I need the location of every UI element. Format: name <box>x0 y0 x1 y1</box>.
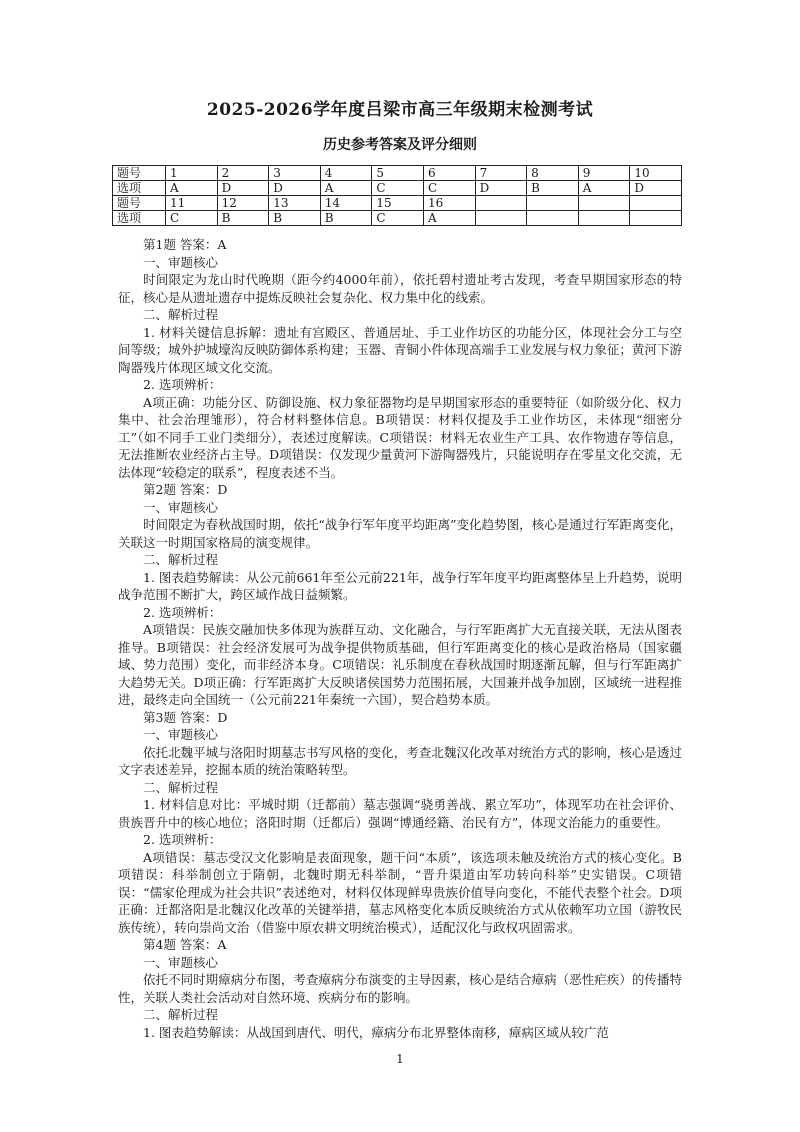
answer-table-cell: 15 <box>372 196 424 211</box>
section-heading: 一、审题核心 <box>143 499 219 515</box>
paragraph: A项正确：功能分区、防御设施、权力象征器物均是早期国家形态的重要特征（如阶级分化、权力集中、社会治理雏形），符合材料整体信息。B项错误：材料仅提及手工业作坊区，未体现“细密分工”（如不同手工业门类细分），表述过度解读。C项错误：材料无农业生产工具、农作物遗存等信息，无法推断农业经济占主导。D项错误：仅发现少量黄河下游陶器残片，只能说明存在零星文化交流，无法体现“较稳定的联系”，程度表述不当。 <box>118 394 682 480</box>
answer-table-cell: 7 <box>475 166 527 181</box>
answer-table-cell: 16 <box>423 196 475 211</box>
answer-table-cell: 4 <box>320 166 372 181</box>
answer-table-cell: 1 <box>166 166 218 181</box>
paragraph: 依托北魏平城与洛阳时期墓志书写风格的变化，考查北魏汉化改革对统治方式的影响，核心是透过文字表述差异，挖掘本质的统治策略转型。 <box>118 744 682 777</box>
answer-table-cell: D <box>217 181 269 196</box>
answer-table-cell: D <box>475 181 527 196</box>
answer-table-header-cell: 选项 <box>113 211 166 226</box>
answer-table-cell: B <box>527 181 579 196</box>
answer-table-cell: 5 <box>372 166 424 181</box>
answer-table-row <box>113 196 682 211</box>
answer-table-cell <box>578 211 630 226</box>
answer-table-cell: C <box>423 181 475 196</box>
paragraph: 1. 材料关键信息拆解：遗址有宫殿区、普通居址、手工业作坊区的功能分区，体现社会分工与空间等级；城外护城壕沟反映防御体系构建；玉器、青铜小件体现高端手工业发展与权力象征；黄河下游陶器残片体现区域文化交流。 <box>118 324 682 375</box>
section-heading: 二、解析过程 <box>143 307 219 322</box>
paragraph: A项错误：墓志受汉文化影响是表面现象，题干问“本质”，该选项未触及统治方式的核心变化。B项错误：科举制创立于隋朝，北魏时期无科举制，“晋升渠道由军功转向科举”史实错误。C项错误：“儒家伦理成为社会共识”表述绝对，材料仅体现鲜卑贵族价值导向变化，不能代表整个社会。D项正确：迁都洛阳是北魏汉化改革的关键举措，墓志风格变化本质反映统治方式从依赖军功立国（游牧民族传统），转向崇尚文治（借鉴中原农耕文明统治模式），适配汉化与政权巩固需求。 <box>118 849 682 935</box>
answer-table-cell: D <box>630 181 682 196</box>
answer-table-cell: C <box>166 211 218 226</box>
paragraph: 时间限定为龙山时代晚期（距今约4000年前），依托碧村遗址考古发现，考查早期国家形态的特征，核心是从遗址遗存中提炼反映社会复杂化、权力集中化的线索。 <box>118 272 682 305</box>
paragraph: A项错误：民族交融加快多体现为族群互动、文化融合，与行军距离扩大无直接关联，无法从图表推导。B项错误：社会经济发展可为战争提供物质基础，但行军距离变化的核心是政治格局（国家疆域、势力范围）变化，而非经济本身。C项错误：礼乐制度在春秋战国时期逐渐瓦解，但与行军距离扩大趋势无关。D项正确：行军距离扩大反映诸侯国势力范围拓展，大国兼并战争加剧，区域统一进程推进，最终走向全国统一（公元前221年秦统一六国），契合趋势本质。 <box>118 622 682 707</box>
answer-table-cell <box>578 196 630 211</box>
answer-table-cell: 11 <box>166 196 218 211</box>
answer-table-cell: 2 <box>217 166 269 181</box>
paragraph: 2. 选项辨析： <box>143 377 222 392</box>
section-heading: 一、审题核心 <box>143 254 219 270</box>
answer-table-cell: 8 <box>527 166 579 181</box>
answer-table-cell: 6 <box>423 166 475 181</box>
paragraph: 时间限定为春秋战国时期，依托“战争行军年度平均距离”变化趋势图，核心是通过行军距离变化，关联这一时期国家格局的演变规律。 <box>118 517 682 550</box>
answer-table-cell: 10 <box>630 166 682 181</box>
answer-table-cell: C <box>372 181 424 196</box>
document-subtitle: 历史参考答案及评分细则 <box>323 137 477 153</box>
answer-table-cell: B <box>217 211 269 226</box>
paragraph: 1. 图表趋势解读：从战国到唐代、明代，瘴病分布北界整体南移，瘴病区域从较广范 <box>143 1024 609 1040</box>
answer-table-header-cell: 选项 <box>113 181 166 196</box>
answer-table-header-cell: 题号 <box>113 166 166 181</box>
section-heading: 二、解析过程 <box>143 779 219 795</box>
explanation-body <box>118 236 682 1041</box>
question-answer-heading: 第3题 答案：D <box>143 709 228 725</box>
answer-table-cell: 14 <box>320 196 372 211</box>
answer-table-cell <box>527 196 579 211</box>
question-answer-heading: 第1题 答案：A <box>143 237 227 252</box>
question-answer-heading: 第2题 答案：D <box>143 482 228 497</box>
answer-table-cell: 9 <box>578 166 630 181</box>
answer-table-cell <box>475 196 527 211</box>
answer-table-cell: B <box>320 211 372 226</box>
answer-table-row <box>113 166 682 181</box>
answer-table <box>112 165 682 226</box>
answer-table-cell <box>630 211 682 226</box>
section-heading: 二、解析过程 <box>143 1007 219 1022</box>
answer-table-header-cell: 题号 <box>113 196 166 211</box>
paragraph: 1. 图表趋势解读：从公元前661年至公元前221年，战争行军年度平均距离整体呈上升趋势，说明战争范围不断扩大，跨区域作战日益频繁。 <box>118 569 682 602</box>
answer-table-cell: C <box>372 211 424 226</box>
paragraph: 1. 材料信息对比：平城时期（迁都前）墓志强调“骁勇善战、累立军功”，体现军功在社会评价、贵族晋升中的核心地位；洛阳时期（迁都后）强调“博通经籍、治民有方”，体现文治能力的重要性。 <box>118 797 682 830</box>
answer-table-cell: A <box>320 181 372 196</box>
answer-table-cell: 3 <box>269 166 321 181</box>
answer-table-cell: B <box>269 211 321 226</box>
answer-table-row <box>113 211 682 226</box>
section-heading: 一、审题核心 <box>143 954 219 970</box>
question-answer-heading: 第4题 答案：A <box>143 937 227 952</box>
answer-table-cell: A <box>166 181 218 196</box>
answer-table-cell: 13 <box>269 196 321 211</box>
section-heading: 一、审题核心 <box>143 727 219 742</box>
answer-table-cell: D <box>269 181 321 196</box>
answer-table-cell: A <box>578 181 630 196</box>
answer-table-cell: A <box>423 211 475 226</box>
answer-table-cell: 12 <box>217 196 269 211</box>
answer-table-cell <box>475 211 527 226</box>
answer-table-cell <box>527 211 579 226</box>
paragraph: 2. 选项辨析： <box>143 832 222 847</box>
answer-table-row <box>113 181 682 196</box>
page-number: 1 <box>396 1052 404 1066</box>
section-heading: 二、解析过程 <box>143 552 219 567</box>
document-title: 2025-2026学年度吕梁市高三年级期末检测考试 <box>206 100 594 120</box>
paragraph: 2. 选项辨析： <box>143 604 222 620</box>
paragraph: 依托不同时期瘴病分布图，考查瘴病分布演变的主导因素，核心是结合瘴病（恶性疟疾）的传播特性，关联人类社会活动对自然环境、疾病分布的影响。 <box>118 972 682 1005</box>
answer-table-cell <box>630 196 682 211</box>
